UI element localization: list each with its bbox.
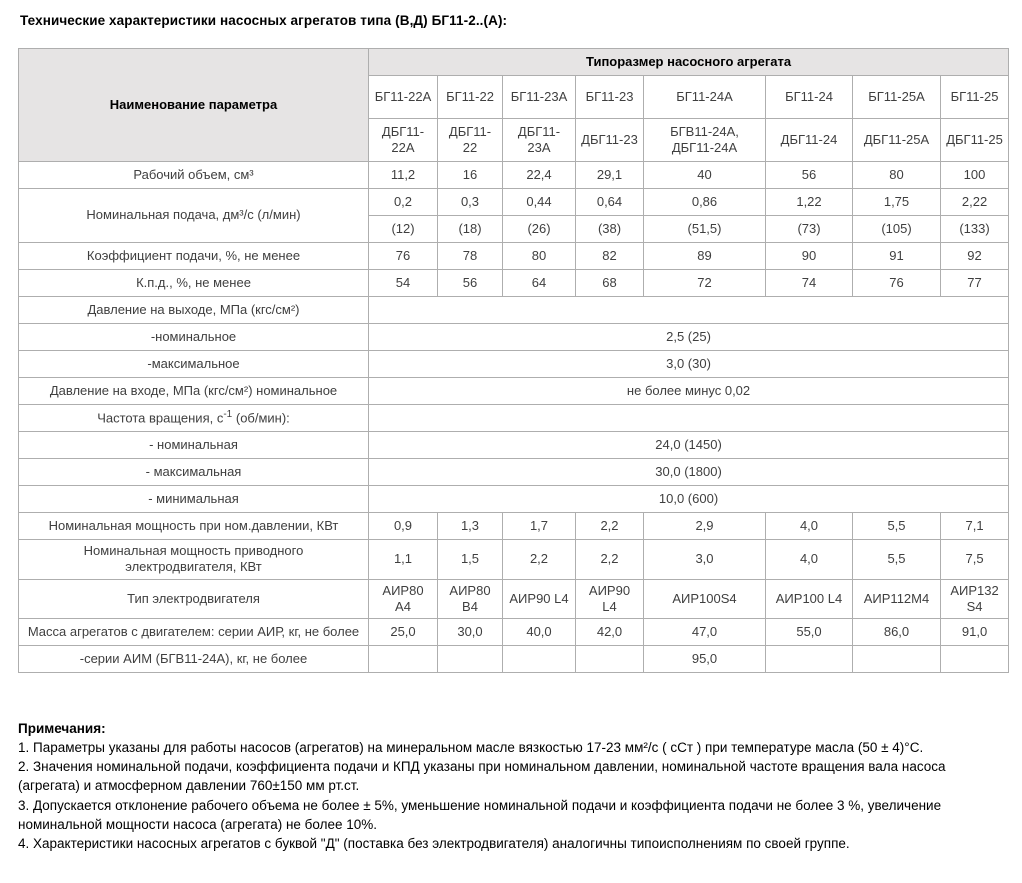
model-name-cell: БГВ11-24А, ДБГ11-24А: [644, 119, 766, 162]
notes-list: [18, 738, 1006, 853]
value-cell: 47,0: [644, 619, 766, 646]
note-item: 2. Значения номинальной подачи, коэффициента подачи и КПД указаны при номинальном давлении, номинальной частоте вращения вала насоса (агрегата) и атмосферном давлении 760±150 мм рт.ст.: [18, 759, 946, 794]
value-cell: 42,0: [576, 619, 644, 646]
value-cell: 30,0: [438, 619, 503, 646]
value-cell: 7,5: [941, 540, 1009, 580]
value-cell: 40: [644, 162, 766, 189]
table-row: [19, 459, 1009, 486]
merged-value-cell: [369, 405, 1009, 432]
value-cell: 68: [576, 270, 644, 297]
value-cell: 89: [644, 243, 766, 270]
value-cell: [941, 646, 1009, 673]
model-name-cell: ДБГ11-22: [438, 119, 503, 162]
value-cell: 5,5: [853, 540, 941, 580]
model-name-cell: БГ11-25: [941, 76, 1009, 119]
value-cell: (12): [369, 216, 438, 243]
value-cell: 2,2: [576, 540, 644, 580]
value-cell: 90: [766, 243, 853, 270]
value-cell: 4,0: [766, 513, 853, 540]
row-label: -серии АИМ (БГВ11-24А), кг, не более: [19, 646, 369, 673]
value-cell: 82: [576, 243, 644, 270]
value-cell: 91,0: [941, 619, 1009, 646]
row-label: -максимальное: [19, 351, 369, 378]
value-cell: [503, 646, 576, 673]
value-cell: 5,5: [853, 513, 941, 540]
value-cell: 0,2: [369, 189, 438, 216]
value-cell: 54: [369, 270, 438, 297]
value-cell: АИР80 А4: [369, 579, 438, 619]
row-label: - номинальная: [19, 432, 369, 459]
merged-value-cell: 30,0 (1800): [369, 459, 1009, 486]
page-title: Технические характеристики насосных агрегатов типа (В,Д) БГ11-2..(А):: [20, 13, 508, 28]
value-cell: 4,0: [766, 540, 853, 580]
group-header-row: [19, 49, 1009, 76]
value-cell: [369, 646, 438, 673]
value-cell: [853, 646, 941, 673]
value-cell: (73): [766, 216, 853, 243]
table-row: [19, 189, 1009, 216]
note-item: 3. Допускается отклонение рабочего объема не более ± 5%, уменьшение номинальной подачи и коэффициента подачи не более 3 %, увеличение номинальной мощности насоса (агрегата) не более 10%.: [18, 797, 942, 832]
value-cell: 78: [438, 243, 503, 270]
value-cell: 3,0: [644, 540, 766, 580]
model-name-cell: ДБГ11-23А: [503, 119, 576, 162]
model-name-cell: ДБГ11-23: [576, 119, 644, 162]
table-row: [19, 297, 1009, 324]
model-name-cell: ДБГ11-25А: [853, 119, 941, 162]
model-name-cell: БГ11-22А: [369, 76, 438, 119]
value-cell: 1,1: [369, 540, 438, 580]
value-cell: 22,4: [503, 162, 576, 189]
typesize-group-header: Типоразмер насосного агрегата: [369, 49, 1009, 76]
row-label: [19, 405, 369, 432]
value-cell: 0,44: [503, 189, 576, 216]
row-label-text: -1: [223, 409, 233, 421]
value-cell: 77: [941, 270, 1009, 297]
value-cell: 80: [503, 243, 576, 270]
note-item: 4. Характеристики насосных агрегатов с буквой "Д" (поставка без электродвигателя) аналогичны типоисполнениям по своей группе.: [18, 835, 850, 851]
row-label: Номинальная подача, дм³/с (л/мин): [19, 189, 369, 243]
value-cell: 72: [644, 270, 766, 297]
row-label: Номинальная мощность приводного электродвигателя, КВт: [19, 540, 369, 580]
merged-value-cell: [369, 297, 1009, 324]
table-header: [19, 49, 1009, 162]
value-cell: 100: [941, 162, 1009, 189]
model-name-cell: БГ11-23: [576, 76, 644, 119]
value-cell: (51,5): [644, 216, 766, 243]
table-row: [19, 351, 1009, 378]
value-cell: 86,0: [853, 619, 941, 646]
model-name-cell: БГ11-23А: [503, 76, 576, 119]
row-label: Давление на выходе, МПа (кгс/см²): [19, 297, 369, 324]
value-cell: 11,2: [369, 162, 438, 189]
value-cell: 76: [853, 270, 941, 297]
value-cell: (18): [438, 216, 503, 243]
table-row: [19, 405, 1009, 432]
value-cell: (26): [503, 216, 576, 243]
value-cell: 7,1: [941, 513, 1009, 540]
row-label: Масса агрегатов с двигателем: серии АИР, кг, не более: [19, 619, 369, 646]
value-cell: 56: [438, 270, 503, 297]
row-label: -номинальное: [19, 324, 369, 351]
model-name-cell: БГ11-24: [766, 76, 853, 119]
row-label: Номинальная мощность при ном.давлении, КВт: [19, 513, 369, 540]
value-cell: 56: [766, 162, 853, 189]
value-cell: АИР80 В4: [438, 579, 503, 619]
row-label: Коэффициент подачи, %, не менее: [19, 243, 369, 270]
value-cell: (133): [941, 216, 1009, 243]
row-label-text: Частота вращения, с: [97, 410, 224, 426]
spec-table: [18, 48, 1009, 673]
row-label: Тип электродвигателя: [19, 579, 369, 619]
value-cell: 1,3: [438, 513, 503, 540]
value-cell: 2,2: [503, 540, 576, 580]
value-cell: АИР132 S4: [941, 579, 1009, 619]
value-cell: 1,7: [503, 513, 576, 540]
table-row: [19, 513, 1009, 540]
value-cell: 95,0: [644, 646, 766, 673]
value-cell: 2,9: [644, 513, 766, 540]
value-cell: 1,75: [853, 189, 941, 216]
merged-value-cell: 10,0 (600): [369, 486, 1009, 513]
notes-heading: Примечания:: [18, 721, 106, 736]
row-label: Рабочий объем, см³: [19, 162, 369, 189]
value-cell: АИР100 L4: [766, 579, 853, 619]
value-cell: 55,0: [766, 619, 853, 646]
value-cell: 92: [941, 243, 1009, 270]
value-cell: 80: [853, 162, 941, 189]
value-cell: 1,22: [766, 189, 853, 216]
value-cell: [766, 646, 853, 673]
merged-value-cell: не более минус 0,02: [369, 378, 1009, 405]
table-row: [19, 270, 1009, 297]
model-name-cell: БГ11-25А: [853, 76, 941, 119]
value-cell: (38): [576, 216, 644, 243]
table-body: [19, 162, 1009, 673]
table-row: [19, 579, 1009, 619]
table-row: [19, 324, 1009, 351]
value-cell: 74: [766, 270, 853, 297]
merged-value-cell: 3,0 (30): [369, 351, 1009, 378]
value-cell: 29,1: [576, 162, 644, 189]
value-cell: [438, 646, 503, 673]
value-cell: 76: [369, 243, 438, 270]
value-cell: 0,86: [644, 189, 766, 216]
value-cell: [576, 646, 644, 673]
value-cell: АИР90 L4: [576, 579, 644, 619]
table-row: [19, 619, 1009, 646]
model-name-cell: ДБГ11-24: [766, 119, 853, 162]
table-row: [19, 378, 1009, 405]
value-cell: 2,22: [941, 189, 1009, 216]
table-row: [19, 432, 1009, 459]
value-cell: 25,0: [369, 619, 438, 646]
value-cell: АИР100S4: [644, 579, 766, 619]
table-row: [19, 646, 1009, 673]
value-cell: (105): [853, 216, 941, 243]
value-cell: АИР90 L4: [503, 579, 576, 619]
value-cell: 1,5: [438, 540, 503, 580]
merged-value-cell: 2,5 (25): [369, 324, 1009, 351]
row-label: К.п.д., %, не менее: [19, 270, 369, 297]
value-cell: 64: [503, 270, 576, 297]
value-cell: АИР112М4: [853, 579, 941, 619]
model-name-cell: БГ11-22: [438, 76, 503, 119]
model-name-cell: ДБГ11-22А: [369, 119, 438, 162]
notes-section: [18, 719, 1006, 853]
value-cell: 2,2: [576, 513, 644, 540]
value-cell: 91: [853, 243, 941, 270]
value-cell: 40,0: [503, 619, 576, 646]
value-cell: 0,9: [369, 513, 438, 540]
note-item: 1. Параметры указаны для работы насосов (агрегатов) на минеральном масле вязкостью 17-23 мм²/с ( сСт ) при температуре масла (50 ± 4)°С.: [18, 740, 924, 756]
row-label: - минимальная: [19, 486, 369, 513]
merged-value-cell: 24,0 (1450): [369, 432, 1009, 459]
value-cell: 0,3: [438, 189, 503, 216]
value-cell: 16: [438, 162, 503, 189]
table-row: [19, 486, 1009, 513]
row-label-text: (об/мин):: [232, 410, 290, 426]
value-cell: 0,64: [576, 189, 644, 216]
table-row: [19, 540, 1009, 580]
row-label: Давление на входе, МПа (кгс/см²) номинальное: [19, 378, 369, 405]
table-row: [19, 162, 1009, 189]
row-label: - максимальная: [19, 459, 369, 486]
table-row: [19, 243, 1009, 270]
param-name-header: Наименование параметра: [19, 49, 369, 162]
model-name-cell: БГ11-24А: [644, 76, 766, 119]
model-name-cell: ДБГ11-25: [941, 119, 1009, 162]
